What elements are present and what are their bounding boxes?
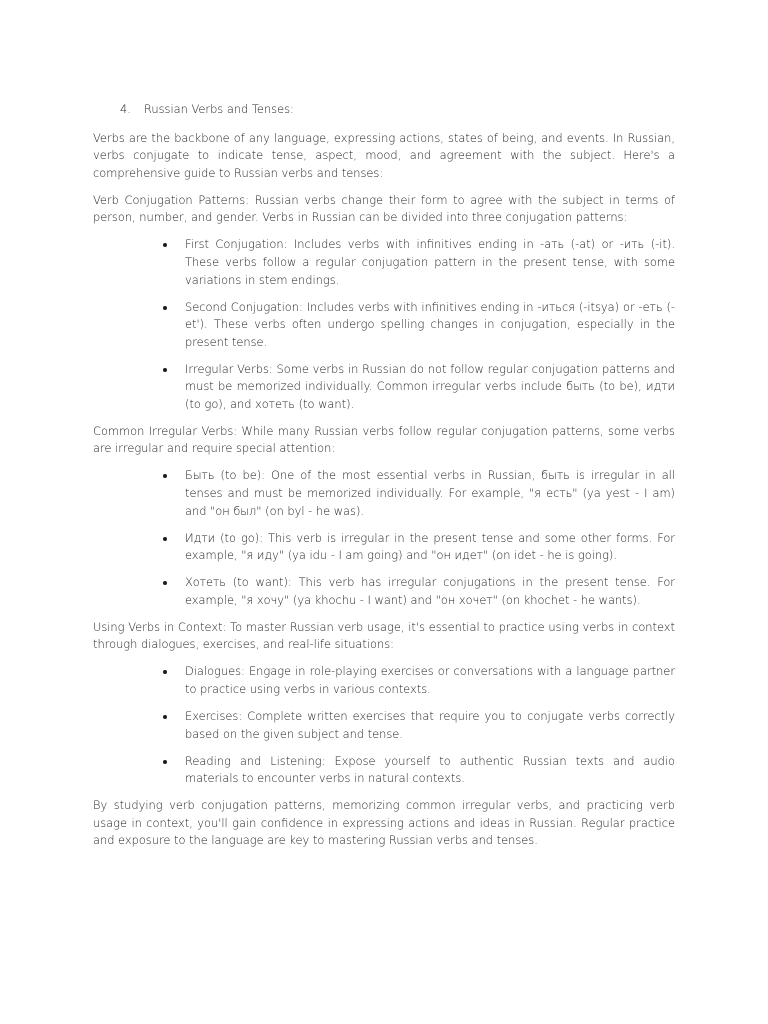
section-number: 4. xyxy=(120,102,131,116)
practice-list xyxy=(93,663,675,787)
bullet-icon xyxy=(163,760,167,764)
list-item xyxy=(93,467,675,520)
list-item-text: Second Conjugation: Includes verbs with infinitives ending in -иться (-itsya) or -еть (-et'). These verbs often undergo spelling changes in conjugation, especially in the present tense. xyxy=(185,299,675,349)
list-item xyxy=(93,708,675,743)
list-item-text: Exercises: Complete written exercises that require you to conjugate verbs correctly based on the given subject and tense. xyxy=(185,708,675,741)
conjugation-patterns-paragraph: Verb Conjugation Patterns: Russian verbs change their form to agree with the subject in terms of person, number, and gender. Verbs in Russian can be divided into three conjugation patterns: xyxy=(93,192,675,225)
bullet-icon xyxy=(163,537,167,541)
irregular-verbs-list xyxy=(93,467,675,609)
list-item xyxy=(93,663,675,698)
list-item-text: Irregular Verbs: Some verbs in Russian do not follow regular conjugation patterns and must be memorized individually. Common irregular verbs include быть (to be), идти (to go), and хотеть (to want). xyxy=(185,361,675,411)
section-heading xyxy=(93,101,675,119)
bullet-icon xyxy=(163,306,167,310)
intro-paragraph: Verbs are the backbone of any language, expressing actions, states of being, and events. In Russian, verbs conjugate to indicate tense, aspect, mood, and agreement with the subject. Here's a comprehensive guide to Russian verbs and tenses: xyxy=(93,130,675,180)
conjugation-list xyxy=(93,236,675,413)
bullet-icon xyxy=(163,581,167,585)
list-item xyxy=(93,574,675,609)
list-item xyxy=(93,299,675,352)
list-item xyxy=(93,753,675,788)
irregular-verbs-paragraph: Common Irregular Verbs: While many Russian verbs follow regular conjugation patterns, some verbs are irregular and require special attention: xyxy=(93,423,675,456)
bullet-icon xyxy=(163,368,167,372)
list-item xyxy=(93,530,675,565)
list-item-text: Идти (to go): This verb is irregular in the present tense and some other forms. For example, "я иду" (ya idu - I am going) and "он идет" (on idet - he is going). xyxy=(185,530,675,563)
list-item xyxy=(93,236,675,289)
list-item-text: Хотеть (to want): This verb has irregular conjugations in the present tense. For example, "я хочу" (ya khochu - I want) and "он хочет" (on khochet - he wants). xyxy=(185,575,675,607)
list-item-text: Reading and Listening: Expose yourself to authentic Russian texts and audio materials to encounter verbs in natural contexts. xyxy=(185,753,675,786)
document-body xyxy=(93,101,675,859)
bullet-icon xyxy=(163,670,167,674)
bullet-icon xyxy=(163,474,167,478)
conclusion-paragraph: By studying verb conjugation patterns, memorizing common irregular verbs, and practicing verb usage in context, you'll gain confidence in expressing actions and ideas in Russian. Regular practice and exposure to the language are key to mastering Russian verbs and tenses. xyxy=(93,798,675,848)
section-title: Russian Verbs and Tenses: xyxy=(144,102,294,116)
bullet-icon xyxy=(163,243,167,247)
list-item-text: Dialogues: Engage in role-playing exercises or conversations with a language partner to practice using verbs in various contexts. xyxy=(185,664,675,696)
list-item xyxy=(93,361,675,414)
list-item-text: First Conjugation: Includes verbs with infinitives ending in -ать (-at) or -ить (-it). These verbs follow a regular conjugation pattern in the present tense, with some variations in stem endings. xyxy=(185,237,675,287)
verbs-in-context-paragraph: Using Verbs in Context: To master Russian verb usage, it's essential to practice using verbs in context through dialogues, exercises, and real-life situations: xyxy=(93,619,675,652)
bullet-icon xyxy=(163,715,167,719)
list-item-text: Быть (to be): One of the most essential verbs in Russian, быть is irregular in all tenses and must be memorized individually. For example, "я есть" (ya yest - I am) and "он был" (on byl - he was). xyxy=(185,468,675,518)
